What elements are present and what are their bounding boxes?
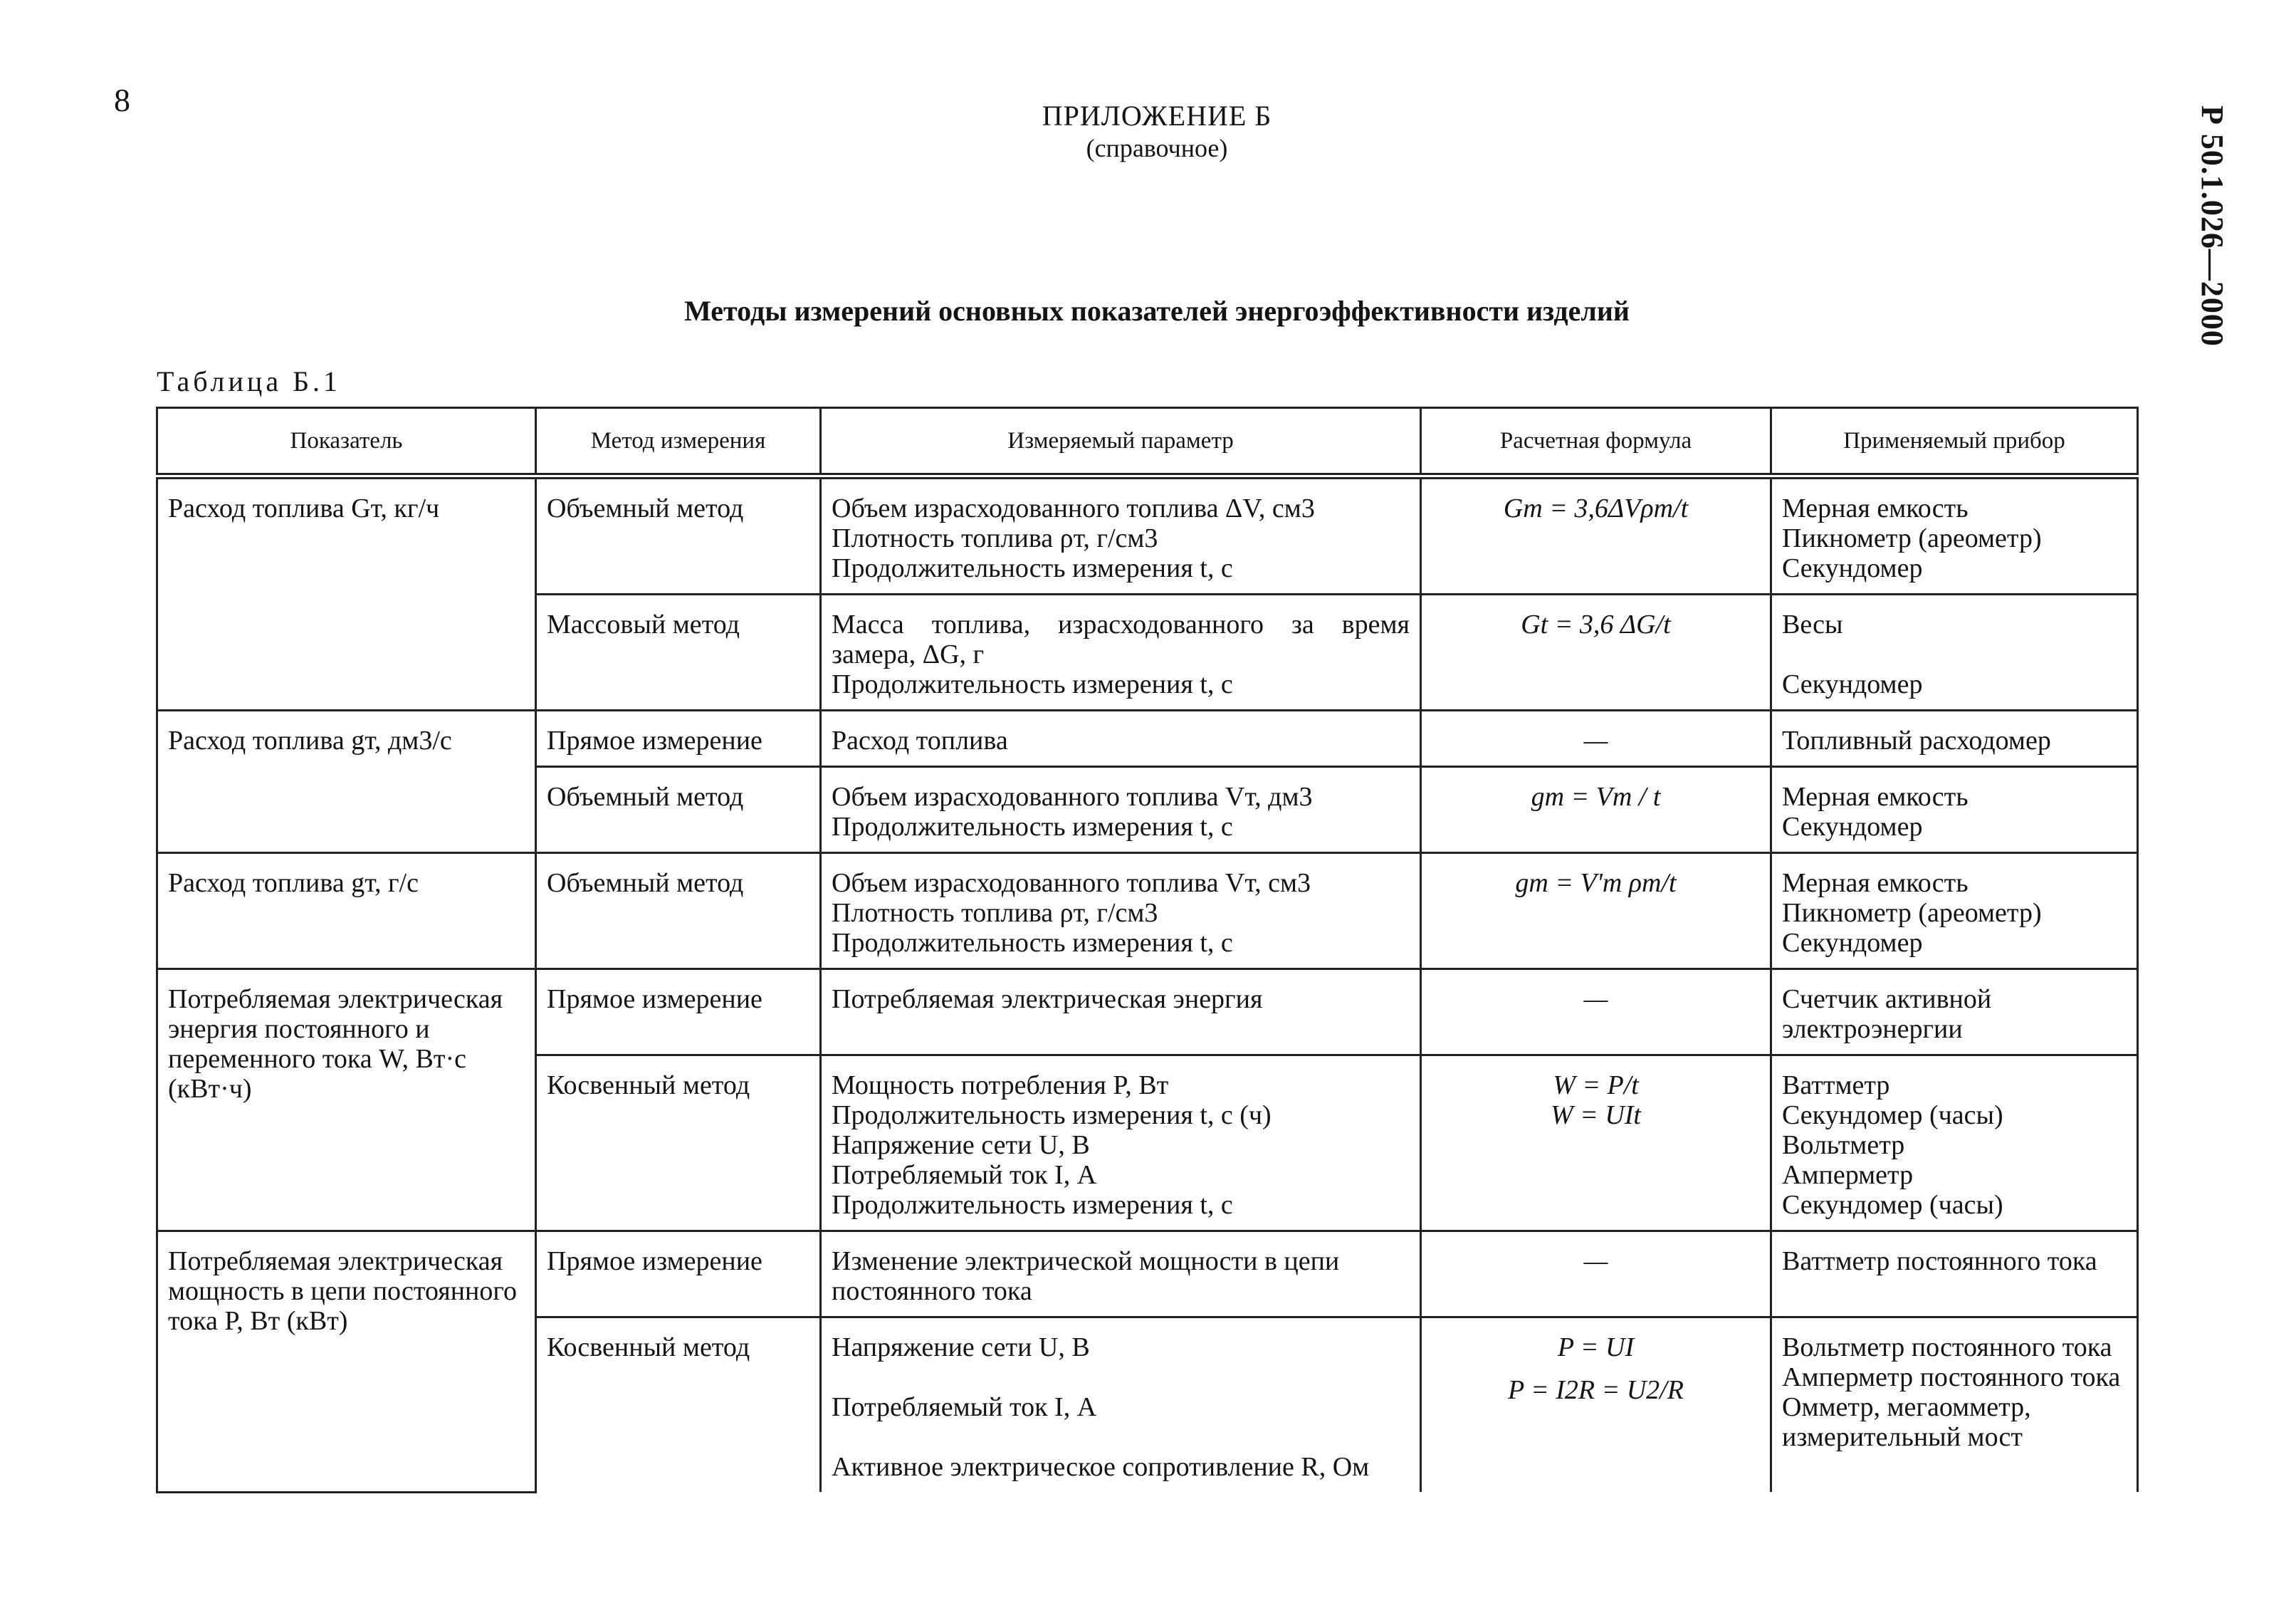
device-line: Секундомер <box>1782 553 1923 583</box>
method-text: Объемный метод <box>547 868 744 898</box>
formula-cell <box>1421 1231 1771 1317</box>
device-line: Секундомер <box>1782 669 1923 699</box>
parameter-cell <box>821 595 1421 711</box>
parameter-line: Продолжительность измерения t, с <box>832 669 1233 699</box>
formula-line: — <box>1583 726 1608 756</box>
device-line: Счетчик активной электроэнергии <box>1782 984 1992 1044</box>
method-cell <box>536 476 821 595</box>
device-line: Амперметр <box>1782 1160 1914 1190</box>
table-row <box>157 853 2138 969</box>
indicator-text: Расход топлива gт, г/с <box>168 868 419 898</box>
parameter-line: Напряжение сети U, В <box>832 1130 1090 1160</box>
device-line: Омметр, мегаомметр, измерительный мост <box>1782 1392 2031 1452</box>
formula-cell <box>1421 476 1771 595</box>
method-text: Прямое измерение <box>547 1246 762 1276</box>
device-cell <box>1771 1317 2138 1493</box>
parameter-line: Объем израсходованного топлива Vт, см3 <box>832 868 1311 898</box>
parameter-cell <box>821 853 1421 969</box>
parameter-cell <box>821 711 1421 767</box>
table-row <box>157 711 2138 767</box>
parameter-cell <box>821 767 1421 853</box>
header-method: Метод измерения <box>536 408 821 476</box>
indicator-cell <box>157 1231 536 1493</box>
device-line: Секундомер <box>1782 812 1923 842</box>
formula-cell <box>1421 595 1771 711</box>
method-cell <box>536 969 821 1055</box>
formula-line: gт = V'т ρт/t <box>1515 868 1677 898</box>
device-cell <box>1771 711 2138 767</box>
device-line: Топливный расходомер <box>1782 726 2051 756</box>
table-header-row <box>157 408 2138 476</box>
table-row <box>157 1231 2138 1317</box>
device-line: Ваттметр постоянного тока <box>1782 1246 2097 1276</box>
parameter-line: Напряжение сети U, В <box>832 1332 1090 1362</box>
method-cell <box>536 1317 821 1493</box>
parameter-line: Объем израсходованного топлива Vт, дм3 <box>832 782 1313 812</box>
device-cell <box>1771 1055 2138 1231</box>
appendix-heading <box>819 100 1495 164</box>
method-text: Объемный метод <box>547 494 744 523</box>
parameter-line: Расход топлива <box>832 726 1008 756</box>
parameter-line: Активное электрическое сопротивление R, Ом <box>832 1452 1370 1482</box>
device-line: Секундомер (часы) <box>1782 1100 2003 1130</box>
indicator-text: Потребляемая электрическая мощность в цепи постоянного тока P, Вт (кВт) <box>168 1246 518 1336</box>
device-cell <box>1771 767 2138 853</box>
device-line: Пикнометр (ареометр) <box>1782 898 2042 928</box>
header-formula: Расчетная формула <box>1421 408 1771 476</box>
formula-line: Gт = 3,6ΔVρт/t <box>1503 494 1689 523</box>
parameter-line: Плотность топлива ρт, г/см3 <box>832 898 1158 928</box>
appendix-title: ПРИЛОЖЕНИЕ Б <box>1042 100 1272 132</box>
device-line: Мерная емкость <box>1782 868 1969 898</box>
appendix-subtitle: (справочное) <box>1086 134 1228 162</box>
device-line: Ваттметр <box>1782 1070 1890 1100</box>
page-number: 8 <box>114 82 130 118</box>
header-device: Применяемый прибор <box>1771 408 2138 476</box>
formula-line: W = P/t <box>1553 1070 1639 1100</box>
parameter-cell <box>821 1231 1421 1317</box>
formula-line-fraction <box>1432 1375 1760 1405</box>
methods-table <box>156 407 2139 1493</box>
device-cell <box>1771 595 2138 711</box>
parameter-cell <box>821 969 1421 1055</box>
formula-line: gт = Vт / t <box>1531 782 1661 812</box>
formula-cell <box>1421 767 1771 853</box>
parameter-line: Потребляемая электрическая энергия <box>832 984 1263 1014</box>
parameter-line: Мощность потребления P, Вт <box>832 1070 1169 1100</box>
header-indicator: Показатель <box>157 408 536 476</box>
indicator-text: Потребляемая электрическая энергия постоянного и переменного тока W, Вт·с (кВт·ч) <box>168 984 503 1104</box>
device-line: Мерная емкость <box>1782 782 1969 812</box>
parameter-cell <box>821 1055 1421 1231</box>
header-parameter: Измеряемый параметр <box>821 408 1421 476</box>
indicator-cell <box>157 969 536 1231</box>
device-line: Пикнометр (ареометр) <box>1782 523 2042 553</box>
device-line: Секундомер (часы) <box>1782 1190 2003 1220</box>
method-cell <box>536 853 821 969</box>
indicator-cell <box>157 853 536 969</box>
parameter-cell <box>821 476 1421 595</box>
indicator-text: Расход топлива Gт, кг/ч <box>168 494 440 523</box>
device-line: Весы <box>1782 610 1843 639</box>
formula-line: — <box>1583 984 1608 1014</box>
method-text: Массовый метод <box>547 610 740 639</box>
device-cell <box>1771 476 2138 595</box>
formula-line: P = UI <box>1557 1332 1635 1362</box>
parameter-line: Продолжительность измерения t, с (ч) <box>832 1100 1272 1130</box>
method-text: Косвенный метод <box>547 1070 750 1100</box>
method-text: Объемный метод <box>547 782 744 812</box>
method-text: Прямое измерение <box>547 984 762 1014</box>
parameter-line: Изменение электрической мощности в цепи постоянного тока <box>832 1246 1340 1306</box>
method-cell <box>536 1055 821 1231</box>
device-line: Вольтметр постоянного тока <box>1782 1332 2112 1362</box>
parameter-line: Продолжительность измерения t, с <box>832 928 1233 958</box>
formula-cell <box>1421 1317 1771 1493</box>
formula-line: Gt = 3,6 ΔG/t <box>1521 610 1671 639</box>
formula-cell <box>1421 969 1771 1055</box>
parameter-line: Объем израсходованного топлива ΔV, см3 <box>832 494 1315 523</box>
document-code: Р 50.1.026—2000 <box>2195 105 2230 347</box>
table-label: Таблица Б.1 <box>157 365 342 397</box>
device-line: Секундомер <box>1782 928 1923 958</box>
device-line: Вольтметр <box>1782 1130 1905 1160</box>
parameter-line: Масса топлива, израсходованного за время замера, ΔG, г <box>832 610 1410 669</box>
method-cell <box>536 1231 821 1317</box>
method-text: Косвенный метод <box>547 1332 750 1362</box>
formula-cell <box>1421 711 1771 767</box>
method-text: Прямое измерение <box>547 726 762 756</box>
device-line: Мерная емкость <box>1782 494 1969 523</box>
device-cell <box>1771 969 2138 1055</box>
parameter-cell <box>821 1317 1421 1493</box>
parameter-line: Продолжительность измерения t, с <box>832 812 1233 842</box>
method-cell <box>536 711 821 767</box>
device-line: Амперметр постоянного тока <box>1782 1362 2121 1392</box>
indicator-cell <box>157 476 536 711</box>
parameter-line: Потребляемый ток I, А <box>832 1392 1097 1422</box>
table-row <box>157 476 2138 595</box>
parameter-line: Продолжительность измерения t, с <box>832 553 1233 583</box>
formula-line: — <box>1583 1246 1608 1276</box>
formula-cell <box>1421 853 1771 969</box>
device-cell <box>1771 1231 2138 1317</box>
formula-line: W = UIt <box>1551 1100 1641 1130</box>
indicator-cell <box>157 711 536 853</box>
page-title: Методы измерений основных показателей энергоэффективности изделий <box>684 295 1630 327</box>
method-cell <box>536 595 821 711</box>
table-row <box>157 969 2138 1055</box>
formula-text: P = I2R = U2/R <box>1508 1375 1684 1405</box>
method-cell <box>536 767 821 853</box>
formula-cell <box>1421 1055 1771 1231</box>
device-cell <box>1771 853 2138 969</box>
indicator-text: Расход топлива gт, дм3/с <box>168 726 452 756</box>
parameter-line: Потребляемый ток I, А <box>832 1160 1097 1190</box>
parameter-line: Плотность топлива ρт, г/см3 <box>832 523 1158 553</box>
parameter-line: Продолжительность измерения t, с <box>832 1190 1233 1220</box>
